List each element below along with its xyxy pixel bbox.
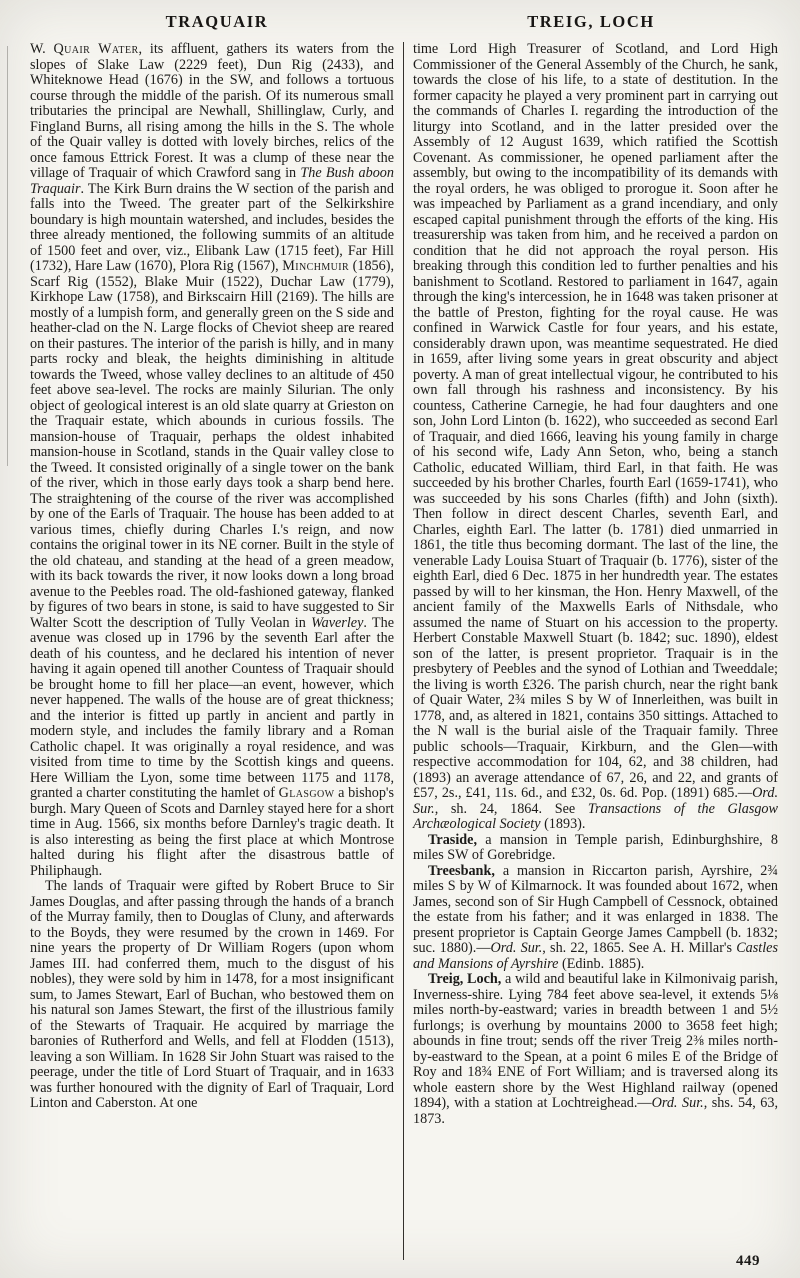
paragraph: Treesbank, a mansion in Riccarton parish, Ayrshire, 2¾ miles S by W of Kilmarnock. It was founded about 1672, when James, second son of Sir Hugh Campbell of Cessnock, obtained the estate from his father; and it was enlarged in 1838. The present proprietor is Captain George James Campbell (b. 1832; suc. 1880).—Ord. Sur., sh. 22, 1865. See A. H. Millar's Castles and Mansions of Ayrshire (Edinb. 1885). (413, 862, 778, 972)
right-column (404, 42, 778, 1260)
paragraph: Traside, a mansion in Temple parish, Edinburghshire, 8 miles SW of Gorebridge. (413, 831, 778, 863)
running-head-right: TREIG, LOCH (527, 12, 655, 31)
paragraph: W. Quair Water, its affluent, gathers its waters from the slopes of Slake Law (2229 feet), Dun Rig (2433), and Whiteknowe Head (1676) in the SW, and follows a tortuous course through the middle of the parish. Of its numerous small tributaries the principal are Newhall, Shillinglaw, Curly, and Fingland Burns, all rising among the hills in the S. The whole of the Quair valley is dotted with lovely birches, relics of the once famous Ettrick Forest. It was a clump of these near the village of Traquair of which Crawford sang in The Bush aboon Traquair. The Kirk Burn drains the W section of the parish and falls into the Tweed. The greater part of the Selkirkshire boundary is high mountain watershed, and includes, besides the three already mentioned, the following summits of an altitude of 1500 feet and over, viz., Elibank Law (1715 feet), Far Hill (1732), Hare Law (1670), Plora Rig (1567), Minchmuir (1856), Scarf Rig (1552), Blake Muir (1522), Duchar Law (1779), Kirkhope Law (1758), and Birkscairn Hill (2169). The hills are mostly of a lumpish form, and generally green on the S side and heather-clad on the N. Large flocks of Cheviot sheep are reared on their pastures. The interior of the parish is hilly, and in many parts rocky and bleak, the heights diminishing in altitude towards the Tweed, whose valley declines to an altitude of 450 feet above sea-level. The rocks are mainly Silurian. The only object of geological interest is an old slate quarry at Grieston on the Traquair estate, which abounds in curious fossils. The mansion-house of Traquair, perhaps the oldest inhabited mansion-house in Scotland, stands in the Quair valley close to the Tweed. It consisted originally of a single tower on the bank of the river, which in those early days took a sharp bend here. The straightening of the course of the river was accomplished by one of the Earls of Traquair. The house has been added to at various times, chiefly during Charles I.'s reign, and now contains the original tower in its NE corner. Built in the style of the old chateau, and standing at the head of a green meadow, with its back towards the river, it now looks down a long broad avenue to the Peebles road. The old-fashioned gateway, flanked by figures of two bears in stone, is said to have suggested to Sir Walter Scott the description of Tully Veolan in Waverley. The avenue was closed up in 1796 by the seventh Earl after the death of his countess, and he declared his intention of never having it again opened till another Countess of Traquair should be brought home to fill her place—an event, however, which never happened. The walls of the house are of great thickness; and the interior is fitted up partly in ancient and partly in modern style, and includes the family library and a Roman Catholic chapel. It was originally a royal residence, and was visited from time to time by the Scottish kings and queens. Here William the Lyon, some time between 1175 and 1178, granted a charter constituting the hamlet of Glasgow a bishop's burgh. Mary Queen of Scots and Darnley stayed here for a short time in Aug. 1566, six months before Darnley's tragic death. It is also interesting as being the first place at which Montrose halted during his flight after the disastrous battle of Philiphaugh. (30, 42, 394, 879)
page-number: 449 (736, 1253, 760, 1269)
paragraph: The lands of Traquair were gifted by Robert Bruce to Sir James Douglas, and after passing through the hands of a branch of the Murray family, then to Douglas of Cluny, and afterwards to the Boyds, they were resumed by the crown in 1469. For nine years the property of Dr William Rogers (upon whom James III. had conferred them, much to the disgust of his nobles), they were sold by him in 1478, for a most insignificant sum, to James Stewart, Earl of Buchan, who bestowed them on his natural son James Stewart, the first of the illustrious family of the Stewarts of Traquair. He acquired by marriage the baronies of Rutherford and Wells, and fell at Flodden (1513), leaving a son William. In 1628 Sir John Stuart was raised to the peerage, under the title of Lord Stuart of Traquair, and in 1633 was further honoured with the dignity of Earl of Traquair, Lord Linton and Caberston. At one (30, 878, 394, 1111)
running-heads (30, 12, 778, 32)
text-columns (30, 42, 778, 1260)
scan-edge-artifact (7, 46, 8, 466)
paragraph: time Lord High Treasurer of Scotland, and Lord High Commissioner of the General Assembly of the Church, he sank, towards the close of his life, to a state of destitution. In the former capacity he played a very prominent part in carrying out the commands of Charles I. regarding the introduction of the liturgy into Scotland, and in the latter presided over the Assembly of 12 August 1639, which ratified the Scottish Covenant. As commissioner, he opened parliament after the assembly, but owing to the incompatibility of its demands with the royal orders, he was obliged to prorogue it. Soon after he was impeached by Parliament as a grand incendiary, and only escaped capital punishment through the efforts of the king. His treasurership was taken from him, and he received a pardon on condition that he did not approach the royal person. His breaking through this condition led to further penalties and his banishment to Scotland. Restored to parliament in 1647, again through the king's intercession, he in 1648 was taken prisoner at the battle of Preston, fighting for the royal cause. He was confined in Warwick Castle for four years, and his estate, considerably drawn upon, was meantime sequestrated. He died in 1659, after living some years in great obscurity and abject poverty. A man of great intellectual vigour, he contributed to his own fall through his rashness and inconsistency. By his countess, Catherine Carnegie, he had four daughters and one son, John Lord Linton (b. 1622), who succeeded as second Earl of Traquair, and died 1666, leaving his young family in charge of his second wife, Lady Ann Seton, who, being a stanch Catholic, educated William, third Earl, in that faith. He was succeeded by his brother Charles, fourth Earl (1659-1741), who was succeeded by his sons Charles (fifth) and John (sixth). Then follow in direct descent Charles, seventh Earl, and Charles, eighth Earl. The latter (b. 1781) died unmarried in 1861, the title thus becoming dormant. The last of the line, the venerable Lady Louisa Stuart of Traquair (b. 1776), sister of the eighth Earl, died 6 Dec. 1875 in her hundredth year. The estates passed by will to her kinsman, the Hon. Henry Maxwell, of the ancient family of the Maxwells Earls of Nithsdale, who assumed the name of Stuart on his accession to the property. Herbert Constable Maxwell Stuart (b. 1842; suc. 1890), eldest son of the latter, is present proprietor. Traquair is in the presbytery of Peebles and the synod of Lothian and Tweeddale; the living is worth £326. The parish church, near the right bank of Quair Water, 2¾ miles S by W of Innerleithen, was built in 1778, and, as altered in 1821, contains 350 sittings. Attached to the N wall is the burial aisle of the Traquair family. Three public schools—Traquair, Kirkburn, and the Glen—with respective accommodation for 104, 62, and 38 children, had (1893) an average attendance of 67, 26, and 22, and grants of £57, 2s., £41, 11s. 6d., and £32, 0s. 6d. Pop. (1891) 685.—Ord. Sur., sh. 24, 1864. See Transactions of the Glasgow Archæological Society (1893). (413, 42, 778, 832)
running-head-left: TRAQUAIR (165, 12, 269, 31)
paragraph: Treig, Loch, a wild and beautiful lake in Kilmonivaig parish, Inverness-shire. Lying 784 feet above sea-level, it extends 5⅛ miles north-by-eastward; varies in breadth between 1 and 5½ furlongs; is overhung by mountains 2000 to 3658 feet high; abounds in fine trout; sends off the river Treig 2⅜ miles north-by-eastward to the Spean, at a point 6 miles E of the Bridge of Roy and 18¾ ENE of Fort William; and is traversed along its whole eastern shore by the West Highland railway (opened 1894), with a station at Lochtreighead.—Ord. Sur., shs. 54, 63, 1873. (413, 971, 778, 1127)
left-column (30, 42, 404, 1260)
